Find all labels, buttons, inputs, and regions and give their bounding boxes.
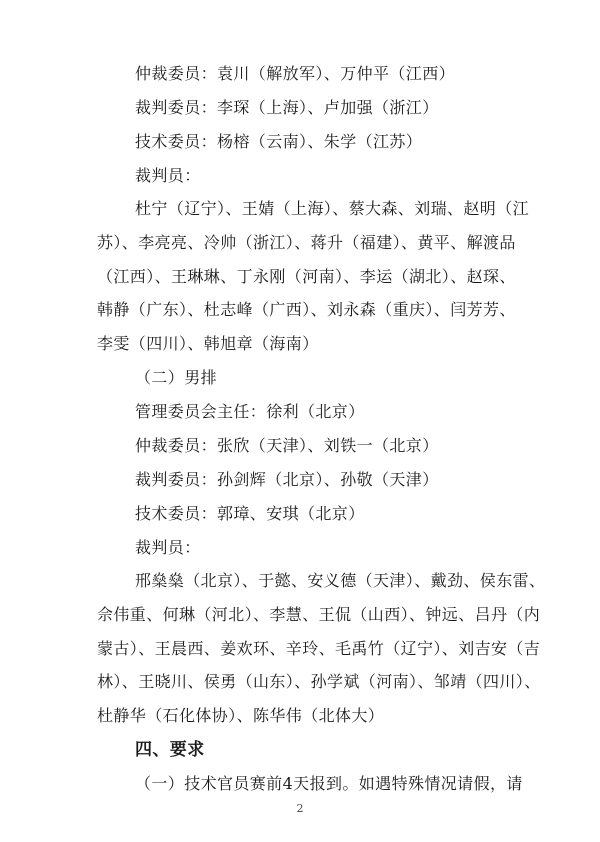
men-section-title: （二）男排 [135,368,218,387]
men-referees-line: 杜静华（石化体协）、陈华伟（北体大） [97,706,385,725]
page-number: 2 [296,802,304,815]
women-arbitration: 仲裁委员：袁川（解放军）、万仲平（江西） [135,64,456,83]
women-referees-line: 苏）、李亮亮、冷帅（浙江）、蒋升（福建）、黄平、解渡品 [97,233,516,252]
section-heading: 四、要求 [135,740,205,760]
women-referees-line: 杜宁（辽宁）、王婧（上海）、蔡大森、刘瑞、赵明（江 [135,199,530,218]
men-referees-label: 裁判员： [135,538,201,557]
women-referee-committee: 裁判委员：李琛（上海）、卢加强（浙江） [135,98,439,117]
men-referees-line: 蒙古）、王晨西、姜欢环、辛玲、毛禹竹（辽宁）、刘吉安（吉 [97,639,541,658]
men-referees-line: 佘伟重、何琳（河北）、李慧、王侃（山西）、钟远、吕丹（内 [97,605,541,624]
men-arbitration: 仲裁委员：张欣（天津）、刘铁一（北京） [135,436,439,455]
women-referees-line: 李雯（四川）、韩旭章（海南） [97,334,319,353]
men-referee-committee: 裁判委员：孙剑辉（北京）、孙敬（天津） [135,470,439,489]
men-referees-line: 邢燊燊（北京）、于懿、安义德（天津）、戴劲、侯东雷、 [135,571,546,590]
men-technical: 技术委员：郭璋、安琪（北京） [135,504,365,523]
requirement-item: （一）技术官员赛前4天报到。如遇特殊情况请假，请 [135,774,523,793]
women-technical: 技术委员：杨榕（云南）、朱学（江苏） [135,132,423,151]
men-director: 管理委员会主任：徐利（北京） [135,402,365,421]
men-referees-line: 林）、王晓川、侯勇（山东）、孙学斌（河南）、邹靖（四川）、 [97,672,541,691]
women-referees-line: （江西）、王琳琳、丁永刚（河南）、李运（湖北）、赵琛、 [97,267,516,286]
women-referees-label: 裁判员： [135,166,201,185]
women-referees-line: 韩静（广东）、杜志峰（广西）、刘永森（重庆）、闫芳芳、 [97,300,516,319]
